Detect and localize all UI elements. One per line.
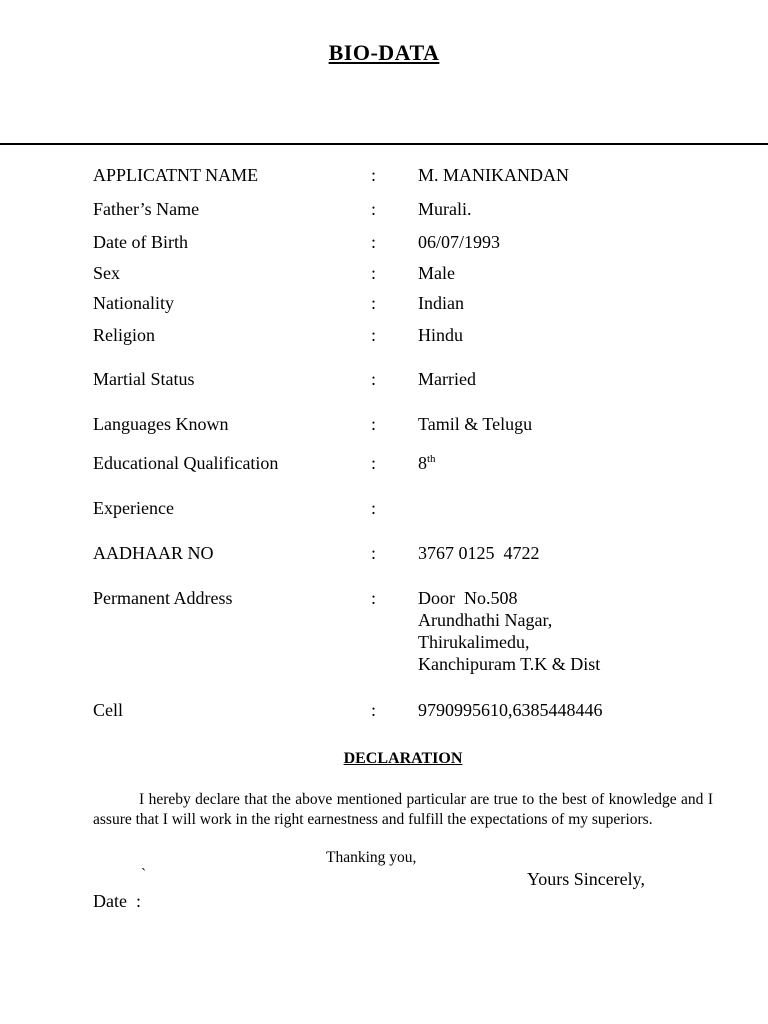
field-value	[418, 452, 436, 474]
field-colon: :	[371, 293, 377, 313]
field-label: Martial Status	[93, 369, 195, 389]
field-label: Sex	[93, 263, 120, 283]
field-label: Nationality	[93, 293, 174, 313]
field-colon: :	[371, 263, 377, 283]
field-label: Date of Birth	[93, 232, 188, 252]
field-label: Father’s Name	[93, 199, 200, 219]
field-value: M. MANIKANDAN	[418, 165, 569, 185]
field-label: Experience	[93, 498, 174, 518]
field-colon: :	[371, 369, 377, 389]
field-colon: :	[371, 498, 377, 518]
field-value: 06/07/1993	[418, 232, 501, 252]
page-title: BIO-DATA	[328, 40, 440, 65]
declaration-body: I hereby declare that the above mentioned particular are true to the best of knowledge and I assure that I will work in the right earnestness and fulfill the expectations of my superiors.	[93, 791, 713, 828]
address-block	[418, 587, 600, 675]
field-value: Married	[418, 369, 476, 389]
field-label: Cell	[93, 700, 123, 720]
header-divider	[0, 143, 768, 145]
stray-mark: `	[141, 866, 147, 883]
field-colon: :	[371, 232, 377, 252]
thanking-text: Thanking you,	[326, 849, 417, 866]
date-label: Date :	[93, 891, 141, 911]
field-label: AADHAAR NO	[93, 543, 214, 563]
field-colon: :	[371, 543, 377, 563]
declaration-heading: DECLARATION	[343, 750, 463, 767]
field-label: Religion	[93, 325, 155, 345]
closing-text: Yours Sincerely,	[527, 869, 646, 889]
field-value: Indian	[418, 293, 464, 313]
field-colon: :	[371, 325, 377, 345]
field-label: Educational Qualification	[93, 453, 279, 473]
field-label: Permanent Address	[93, 588, 233, 608]
address-line: Kanchipuram T.K & Dist	[418, 654, 601, 674]
field-colon: :	[371, 588, 377, 608]
field-value: Tamil & Telugu	[418, 414, 533, 434]
field-value: 9790995610,6385448446	[418, 700, 603, 720]
field-colon: :	[371, 414, 377, 434]
field-colon: :	[371, 165, 377, 185]
field-value: Murali.	[418, 199, 472, 219]
address-line: Thirukalimedu,	[418, 632, 530, 652]
field-colon: :	[371, 453, 377, 473]
address-line: Door No.508	[418, 588, 518, 608]
field-colon: :	[371, 700, 377, 720]
field-label: Languages Known	[93, 414, 229, 434]
field-value: Hindu	[418, 325, 463, 345]
field-colon: :	[371, 199, 377, 219]
qualification-value: 8	[418, 453, 427, 473]
field-value: Male	[418, 263, 455, 283]
field-label: APPLICATNT NAME	[93, 165, 259, 185]
qualification-superscript: th	[427, 453, 436, 465]
address-line: Arundhathi Nagar,	[418, 610, 553, 630]
field-value: 3767 0125 4722	[418, 543, 540, 563]
